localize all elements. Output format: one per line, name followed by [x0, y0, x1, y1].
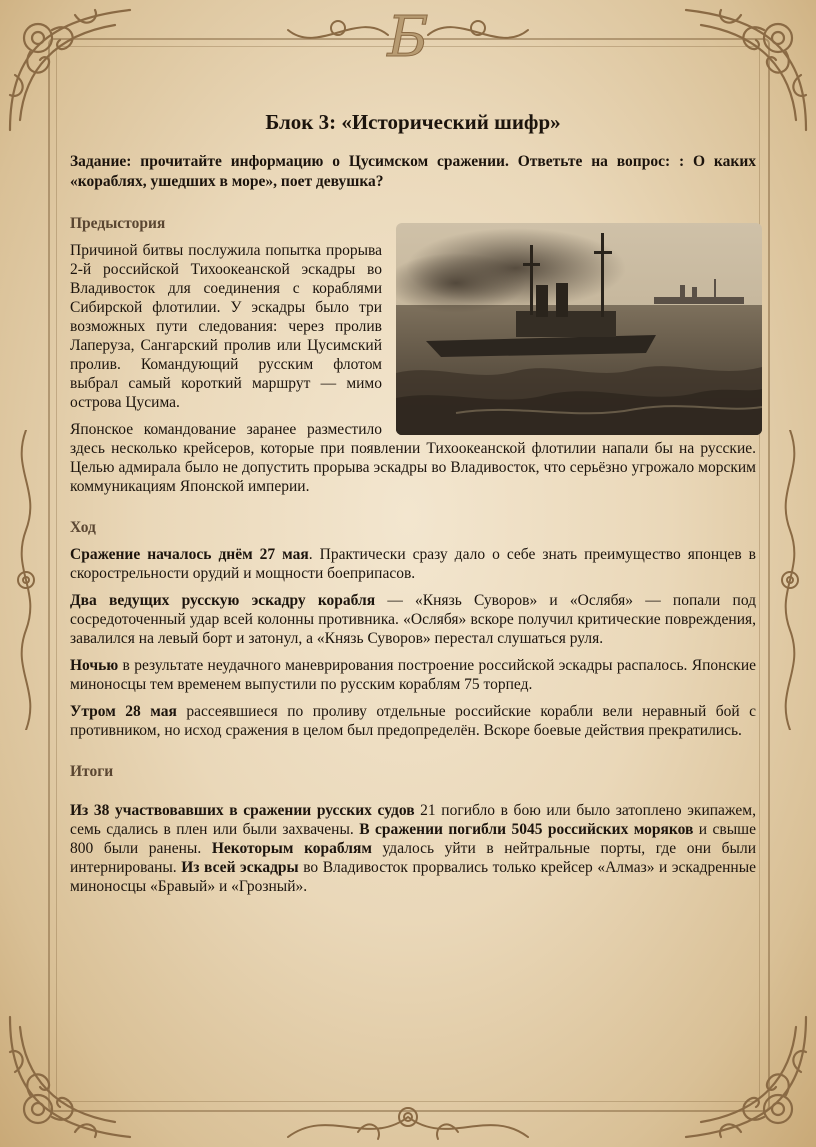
section-heading-background: Предыстория	[70, 215, 166, 232]
course-paragraph-3	[70, 656, 756, 694]
battleship-image	[396, 223, 762, 435]
results-paragraph	[70, 801, 756, 896]
bottom-ornament-icon	[278, 1087, 538, 1147]
results-bold-3: Некоторым кораблям	[211, 840, 372, 857]
course-p2-bold: Два ведущих русскую эскадру корабля	[70, 592, 376, 609]
results-text-3: удалось уйти в нейтральные порты, где они были интернированы.	[70, 840, 756, 876]
course-p1-text: . Практически сразу дало о себе знать преимущество японцев в скорострельности орудий и мощности боеприпасов.	[70, 546, 756, 582]
results-bold-2: В сражении погибли 5045 российских моряков	[359, 821, 694, 838]
results-text-2: и свыше 800 были ранены.	[70, 821, 756, 857]
page-title: Блок 3: «Исторический шифр»	[265, 110, 561, 134]
course-p4-bold: Утром 28 мая	[70, 703, 177, 720]
course-p1-bold: Сражение началось днём 27 мая	[70, 546, 309, 563]
results-text-4: во Владивосток прорвались только крейсер «Алмаз» и эскадренные миноносцы «Бравый» и «Грозный».	[70, 859, 756, 895]
results-text-1: 21 погибло в бою или было затоплено экипажем, семь сдались в плен или были захвачены.	[70, 802, 756, 838]
task-statement: Задание: прочитайте информацию о Цусимском сражении. Ответьте на вопрос: : О каких «кораблях, ушедших в море», поет девушка?	[70, 153, 756, 190]
monogram-ornament	[278, 0, 538, 70]
course-paragraph-2	[70, 591, 756, 648]
document-content	[70, 110, 756, 904]
side-ornament-icon	[770, 430, 810, 730]
background-paragraph-1: Причиной битвы послужила попытка прорыва 2-й российской Тихоокеанской эскадры во Владивосток для соединения с кораблями Сибирской флотилии. У эскадры было три возможных пути следования: через пролив Лаперуза, Сангарский пролив или Цусимский пролив. Командующий русским флотом выбрал самый короткий маршрут — мимо острова Цусима.	[70, 242, 382, 411]
course-p3-text: в результате неудачного маневрирования построение российской эскадры распалось. Японские миноносцы тем временем выпустили по русским кораблям 75 торпед.	[70, 657, 756, 693]
course-p3-bold: Ночью	[70, 657, 119, 674]
monogram-letter: Б	[387, 5, 429, 70]
course-paragraph-4	[70, 702, 756, 740]
corner-ornament-icon	[676, 1007, 816, 1147]
section-heading-course: Ход	[70, 519, 96, 536]
corner-ornament-icon	[0, 1007, 140, 1147]
results-bold-4: Из всей эскадры	[181, 859, 299, 876]
course-paragraph-1	[70, 545, 756, 583]
background-section	[70, 241, 756, 496]
course-p2-text: — «Князь Суворов» и «Ослябя» — попали под сосредоточенный удар всей колонны противника. «Ослябя» вскоре получил критические повреждения, завалился на левый борт и затонул, а «Князь Суворов» перестал слушаться руля.	[70, 592, 757, 647]
battleship-photo	[396, 223, 762, 435]
side-ornament-icon	[6, 430, 46, 730]
course-p4-text: рассеявшиеся по проливу отдельные российские корабли вели неравный бой с противником, но исход сражения в целом был предопределён. Вскоре боевые действия прекратились.	[70, 703, 756, 739]
monogram-icon	[278, 0, 538, 70]
background-paragraph-2: Японское командование заранее разместило здесь несколько крейсеров, которые при появлении Тихоокеанской флотилии напали бы на русские. Целью адмирала было не допустить прорыва эскадры во Владивосток, что серьёзно угрожало морским коммуникациям Японской империи.	[70, 421, 756, 495]
results-bold-1: Из 38 участвовавших в сражении русских судов	[70, 802, 415, 819]
section-heading-results: Итоги	[70, 763, 114, 780]
